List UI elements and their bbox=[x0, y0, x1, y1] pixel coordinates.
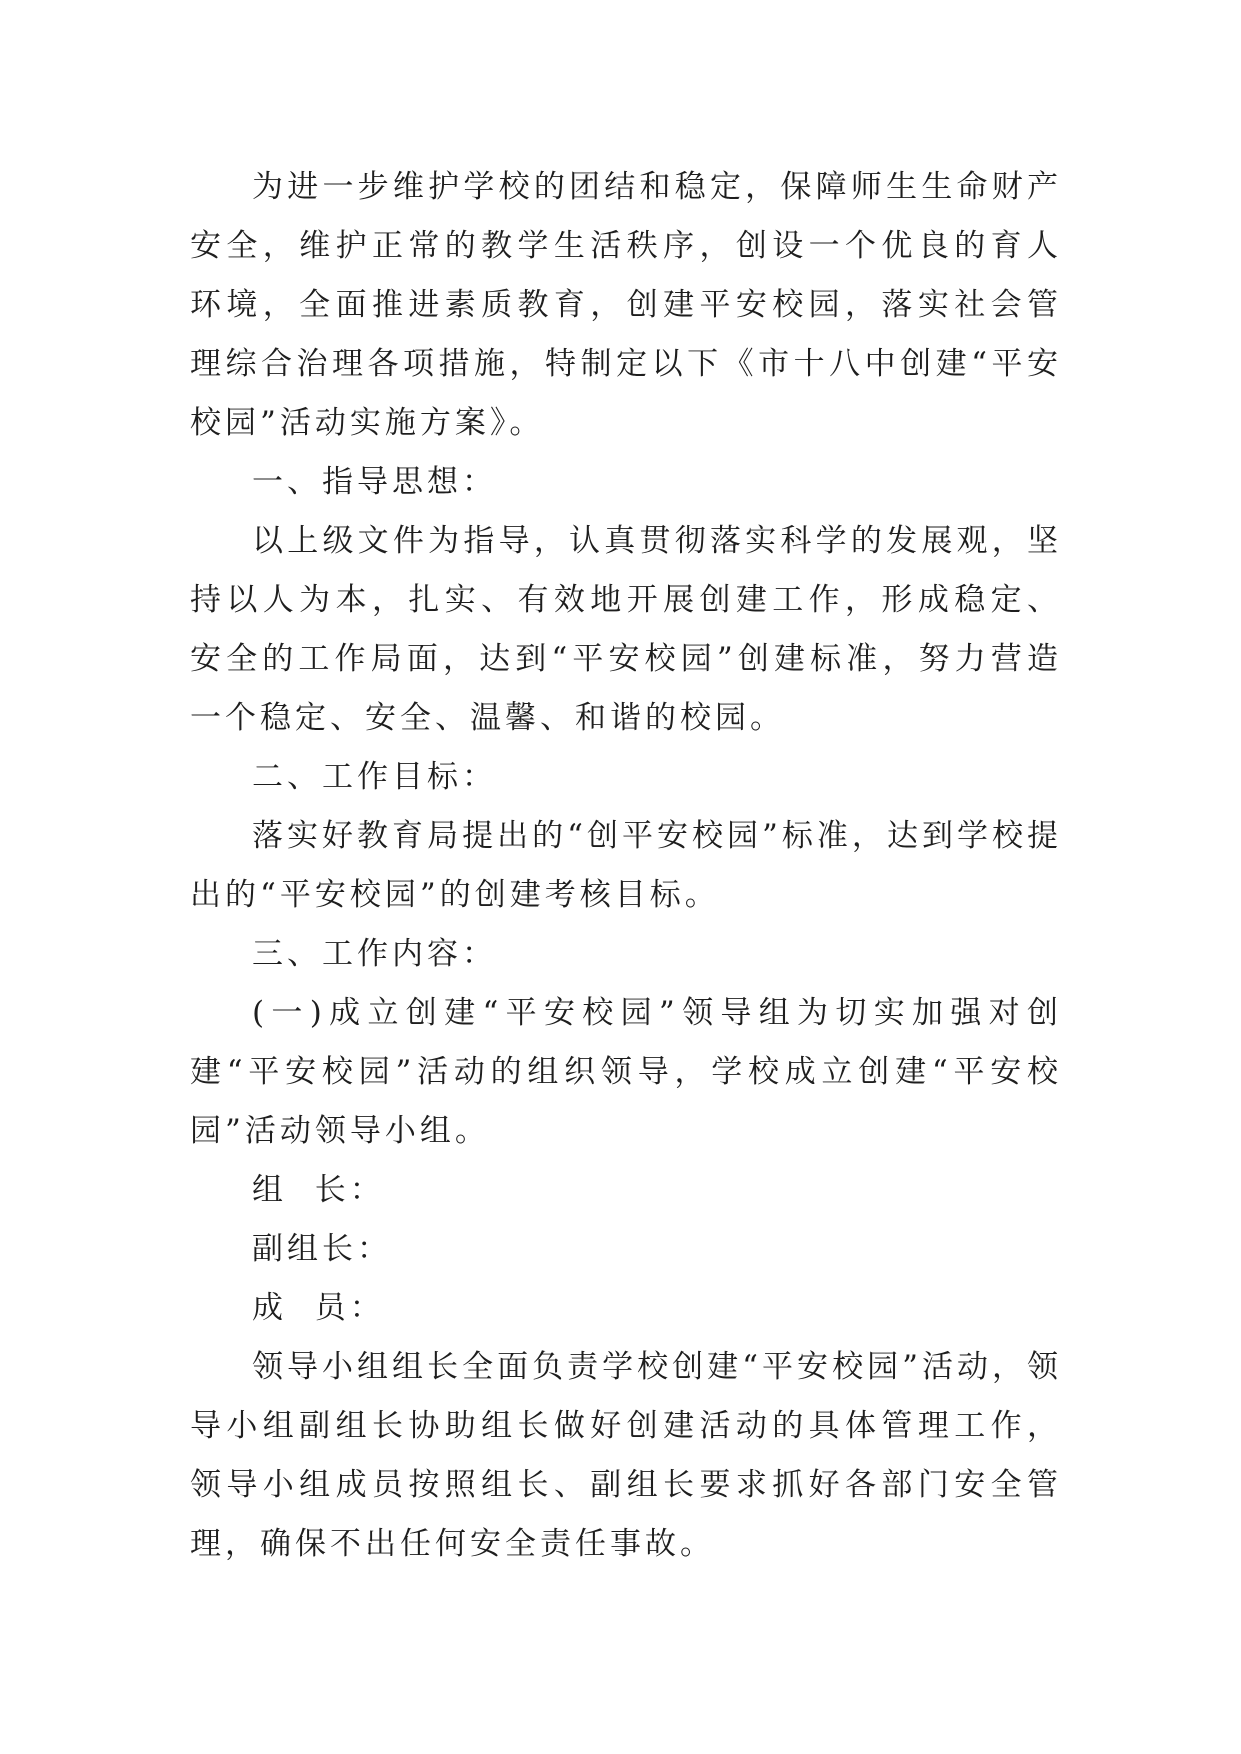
members-line: 成 员： bbox=[252, 1290, 385, 1326]
deputy-leader-line: 副组长： bbox=[252, 1231, 392, 1267]
work-goal-paragraph: 落实好教育局提出的“创平安校园”标准，达到学校提出的“平安校园”的创建考核目标。 bbox=[190, 818, 1062, 913]
intro-paragraph: 为进一步维护学校的团结和稳定，保障师生生命财产安全，维护正常的教学生活秩序，创设一个优良的育人环境，全面推进素质教育，创建平安校园，落实社会管理综合治理各项措施，特制定以下《市十八中创建“平安校园”活动实施方案》。 bbox=[190, 169, 1062, 441]
responsibilities-paragraph: 领导小组组长全面负责学校创建“平安校园”活动，领导小组副组长协助组长做好创建活动的具体管理工作，领导小组成员按照组长、副组长要求抓好各部门安全管理，确保不出任何安全责任事故。 bbox=[190, 1349, 1062, 1562]
leader-line: 组 长： bbox=[252, 1172, 385, 1208]
section-heading-work-goal: 二、工作目标： bbox=[252, 759, 497, 795]
section-heading-guiding-thought: 一、指导思想： bbox=[252, 464, 497, 500]
work-content-paragraph-1: (一)成立创建“平安校园”领导组为切实加强对创建“平安校园”活动的组织领导，学校成立创建“平安校园”活动领导小组。 bbox=[190, 995, 1062, 1149]
section-heading-work-content: 三、工作内容： bbox=[252, 936, 497, 972]
document-body bbox=[190, 158, 1062, 1574]
guiding-thought-paragraph: 以上级文件为指导，认真贯彻落实科学的发展观，坚持以人为本，扎实、有效地开展创建工作，形成稳定、安全的工作局面，达到“平安校园”创建标准，努力营造一个稳定、安全、温馨、和谐的校园。 bbox=[190, 523, 1062, 736]
